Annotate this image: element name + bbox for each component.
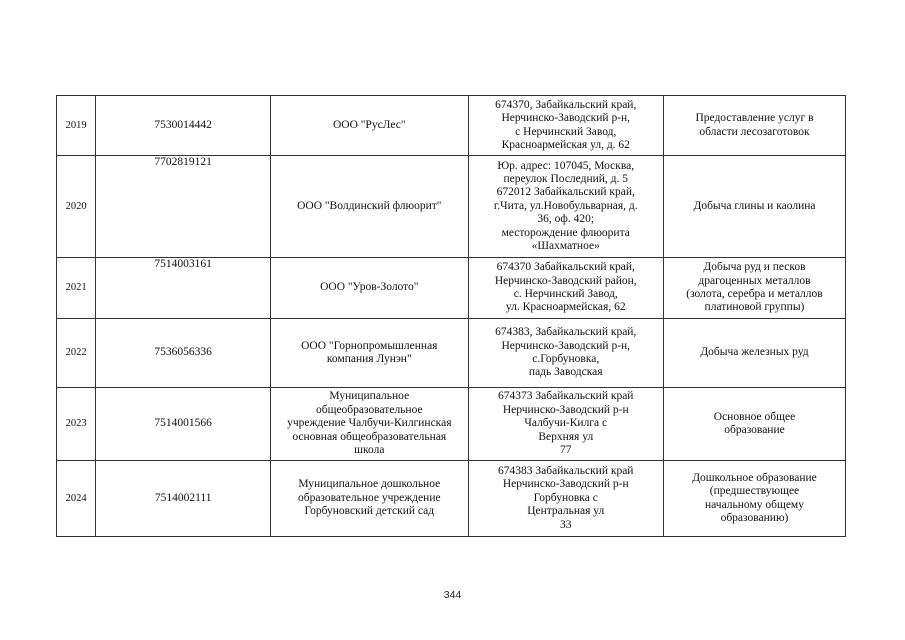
year-cell: 2019 — [57, 96, 96, 156]
address-cell: 674370, Забайкальский край, Нерчинско-Заводский р-н, с Нерчинский Завод, Красноармейская ул, д. 62 — [468, 96, 663, 156]
org-name-cell: ООО "Уров-Золото" — [271, 258, 469, 319]
table-row — [57, 388, 846, 461]
activity-cell: Добыча руд и песков драгоценных металлов (золота, серебра и металлов платиновой группы) — [663, 258, 845, 319]
inn-cell: 7514002111 — [96, 461, 271, 537]
organizations-table — [56, 95, 846, 537]
org-name-cell: ООО "РусЛес" — [271, 96, 469, 156]
table-row — [57, 96, 846, 156]
org-name-cell: Муниципальное общеобразовательное учреждение Чалбучи-Килгинская основная общеобразовательная школа — [271, 388, 469, 461]
year-cell: 2020 — [57, 156, 96, 258]
inn-cell: 7514001566 — [96, 388, 271, 461]
activity-cell: Предоставление услуг в области лесозаготовок — [663, 96, 845, 156]
year-cell: 2022 — [57, 319, 96, 388]
org-name-cell: ООО "Горнопромышленная компания Лунэн" — [271, 319, 469, 388]
inn-cell: 7536056336 — [96, 319, 271, 388]
page-number: 344 — [443, 589, 462, 601]
year-cell: 2021 — [57, 258, 96, 319]
inn-cell: 7530014442 — [96, 96, 271, 156]
year-cell: 2023 — [57, 388, 96, 461]
inn-cell: 7702819121 — [96, 156, 271, 258]
year-cell: 2024 — [57, 461, 96, 537]
activity-cell: Добыча глины и каолина — [663, 156, 845, 258]
activity-cell: Дошкольное образование (предшествующее начальному общему образованию) — [663, 461, 845, 537]
org-name-cell: Муниципальное дошкольное образовательное учреждение Горбуновский детский сад — [271, 461, 469, 537]
table-row — [57, 319, 846, 388]
address-cell: 674383, Забайкальский край, Нерчинско-Заводский р-н, с.Горбуновка, падь Заводская — [468, 319, 663, 388]
address-cell: 674373 Забайкальский край Нерчинско-Заводский р-н Чалбучи-Килга с Верхняя ул 77 — [468, 388, 663, 461]
address-cell: 674370 Забайкальский край, Нерчинско-Заводский район, с. Нерчинский Завод, ул. Красноармейская, 62 — [468, 258, 663, 319]
activity-cell: Основное общее образование — [663, 388, 845, 461]
table-row — [57, 258, 846, 319]
table-row — [57, 156, 846, 258]
table-row — [57, 461, 846, 537]
inn-cell: 7514003161 — [96, 258, 271, 319]
org-name-cell: ООО "Волдинский флюорит" — [271, 156, 469, 258]
activity-cell: Добыча железных руд — [663, 319, 845, 388]
address-cell: 674383 Забайкальский край Нерчинско-Заводский р-н Горбуновка с Центральная ул 33 — [468, 461, 663, 537]
address-cell: Юр. адрес: 107045, Москва, переулок Последний, д. 5 672012 Забайкальский край, г.Чита, ул.Новобульварная, д. 36, оф. 420; месторождение флюорита «Шахматное» — [468, 156, 663, 258]
